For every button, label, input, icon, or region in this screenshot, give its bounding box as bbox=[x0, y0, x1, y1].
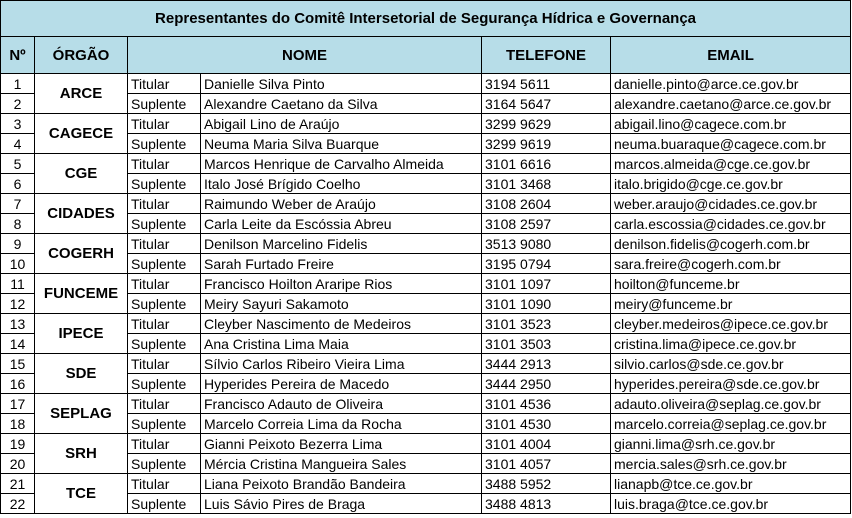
header-num: Nº bbox=[1, 37, 35, 74]
name-cell: Italo José Brígido Coelho bbox=[201, 174, 482, 194]
name-cell: Carla Leite da Escóssia Abreu bbox=[201, 214, 482, 234]
table-row bbox=[1, 234, 851, 254]
email-cell: neuma.buaraque@cagece.com.br bbox=[611, 134, 851, 154]
orgao-cell: SDE bbox=[35, 354, 128, 394]
phone-cell: 3101 3468 bbox=[482, 174, 611, 194]
table-row bbox=[1, 114, 851, 134]
name-cell: Luis Sávio Pires de Braga bbox=[201, 494, 482, 514]
row-number: 7 bbox=[1, 194, 35, 214]
email-cell: danielle.pinto@arce.ce.gov.br bbox=[611, 74, 851, 94]
orgao-cell: COGERH bbox=[35, 234, 128, 274]
table-row bbox=[1, 94, 851, 114]
row-number: 5 bbox=[1, 154, 35, 174]
role-cell: Suplente bbox=[128, 494, 201, 514]
name-cell: Gianni Peixoto Bezerra Lima bbox=[201, 434, 482, 454]
name-cell: Mércia Cristina Mangueira Sales bbox=[201, 454, 482, 474]
phone-cell: 3101 4530 bbox=[482, 414, 611, 434]
email-cell: cleyber.medeiros@ipece.ce.gov.br bbox=[611, 314, 851, 334]
phone-cell: 3101 1097 bbox=[482, 274, 611, 294]
table-body bbox=[1, 74, 851, 514]
name-cell: Danielle Silva Pinto bbox=[201, 74, 482, 94]
email-cell: sara.freire@cogerh.com.br bbox=[611, 254, 851, 274]
orgao-cell: FUNCEME bbox=[35, 274, 128, 314]
table-row bbox=[1, 254, 851, 274]
role-cell: Suplente bbox=[128, 334, 201, 354]
row-number: 8 bbox=[1, 214, 35, 234]
table-row bbox=[1, 134, 851, 154]
phone-cell: 3299 9629 bbox=[482, 114, 611, 134]
email-cell: hyperides.pereira@sde.ce.gov.br bbox=[611, 374, 851, 394]
row-number: 3 bbox=[1, 114, 35, 134]
orgao-cell: CIDADES bbox=[35, 194, 128, 234]
table-row bbox=[1, 154, 851, 174]
name-cell: Raimundo Weber de Araújo bbox=[201, 194, 482, 214]
row-number: 6 bbox=[1, 174, 35, 194]
row-number: 17 bbox=[1, 394, 35, 414]
name-cell: Alexandre Caetano da Silva bbox=[201, 94, 482, 114]
table-row bbox=[1, 354, 851, 374]
phone-cell: 3299 9619 bbox=[482, 134, 611, 154]
row-number: 19 bbox=[1, 434, 35, 454]
table-row bbox=[1, 394, 851, 414]
title-row bbox=[1, 1, 851, 37]
row-number: 13 bbox=[1, 314, 35, 334]
name-cell: Sílvio Carlos Ribeiro Vieira Lima bbox=[201, 354, 482, 374]
row-number: 12 bbox=[1, 294, 35, 314]
orgao-cell: IPECE bbox=[35, 314, 128, 354]
phone-cell: 3488 5952 bbox=[482, 474, 611, 494]
email-cell: marcos.almeida@cge.ce.gov.br bbox=[611, 154, 851, 174]
role-cell: Titular bbox=[128, 74, 201, 94]
row-number: 10 bbox=[1, 254, 35, 274]
name-cell: Francisco Adauto de Oliveira bbox=[201, 394, 482, 414]
role-cell: Suplente bbox=[128, 254, 201, 274]
phone-cell: 3101 4004 bbox=[482, 434, 611, 454]
table-row bbox=[1, 334, 851, 354]
role-cell: Titular bbox=[128, 274, 201, 294]
table-row bbox=[1, 414, 851, 434]
row-number: 9 bbox=[1, 234, 35, 254]
email-cell: italo.brigido@cge.ce.gov.br bbox=[611, 174, 851, 194]
orgao-cell: SRH bbox=[35, 434, 128, 474]
header-row bbox=[1, 37, 851, 74]
email-cell: marcelo.correia@seplag.ce.gov.br bbox=[611, 414, 851, 434]
role-cell: Titular bbox=[128, 154, 201, 174]
role-cell: Suplente bbox=[128, 294, 201, 314]
header-orgao: ÓRGÃO bbox=[35, 37, 128, 74]
table-row bbox=[1, 194, 851, 214]
header-email: EMAIL bbox=[611, 37, 851, 74]
phone-cell: 3101 1090 bbox=[482, 294, 611, 314]
phone-cell: 3164 5647 bbox=[482, 94, 611, 114]
orgao-cell: CAGECE bbox=[35, 114, 128, 154]
email-cell: hoilton@funceme.br bbox=[611, 274, 851, 294]
name-cell: Francisco Hoilton Araripe Rios bbox=[201, 274, 482, 294]
table-row bbox=[1, 174, 851, 194]
orgao-cell: SEPLAG bbox=[35, 394, 128, 434]
role-cell: Suplente bbox=[128, 454, 201, 474]
role-cell: Suplente bbox=[128, 374, 201, 394]
phone-cell: 3108 2604 bbox=[482, 194, 611, 214]
row-number: 1 bbox=[1, 74, 35, 94]
row-number: 22 bbox=[1, 494, 35, 514]
name-cell: Ana Cristina Lima Maia bbox=[201, 334, 482, 354]
email-cell: abigail.lino@cagece.com.br bbox=[611, 114, 851, 134]
name-cell: Denilson Marcelino Fidelis bbox=[201, 234, 482, 254]
row-number: 20 bbox=[1, 454, 35, 474]
phone-cell: 3108 2597 bbox=[482, 214, 611, 234]
row-number: 2 bbox=[1, 94, 35, 114]
row-number: 16 bbox=[1, 374, 35, 394]
email-cell: lianapb@tce.ce.gov.br bbox=[611, 474, 851, 494]
role-cell: Suplente bbox=[128, 214, 201, 234]
table-title: Representantes do Comitê Intersetorial de Segurança Hídrica e Governança bbox=[1, 1, 851, 37]
row-number: 18 bbox=[1, 414, 35, 434]
email-cell: mercia.sales@srh.ce.gov.br bbox=[611, 454, 851, 474]
row-number: 14 bbox=[1, 334, 35, 354]
name-cell: Neuma Maria Silva Buarque bbox=[201, 134, 482, 154]
phone-cell: 3444 2950 bbox=[482, 374, 611, 394]
orgao-cell: TCE bbox=[35, 474, 128, 514]
role-cell: Titular bbox=[128, 114, 201, 134]
row-number: 15 bbox=[1, 354, 35, 374]
table-row bbox=[1, 274, 851, 294]
table-row bbox=[1, 294, 851, 314]
role-cell: Titular bbox=[128, 234, 201, 254]
email-cell: cristina.lima@ipece.ce.gov.br bbox=[611, 334, 851, 354]
table-row bbox=[1, 494, 851, 514]
table-row bbox=[1, 314, 851, 334]
header-nome: NOME bbox=[128, 37, 482, 74]
role-cell: Titular bbox=[128, 314, 201, 334]
name-cell: Marcelo Correia Lima da Rocha bbox=[201, 414, 482, 434]
table-row bbox=[1, 374, 851, 394]
email-cell: carla.escossia@cidades.ce.gov.br bbox=[611, 214, 851, 234]
name-cell: Liana Peixoto Brandão Bandeira bbox=[201, 474, 482, 494]
name-cell: Marcos Henrique de Carvalho Almeida bbox=[201, 154, 482, 174]
email-cell: adauto.oliveira@seplag.ce.gov.br bbox=[611, 394, 851, 414]
table-row bbox=[1, 434, 851, 454]
orgao-cell: CGE bbox=[35, 154, 128, 194]
phone-cell: 3101 6616 bbox=[482, 154, 611, 174]
phone-cell: 3488 4813 bbox=[482, 494, 611, 514]
role-cell: Suplente bbox=[128, 414, 201, 434]
header-telefone: TELEFONE bbox=[482, 37, 611, 74]
phone-cell: 3101 4536 bbox=[482, 394, 611, 414]
email-cell: weber.araujo@cidades.ce.gov.br bbox=[611, 194, 851, 214]
email-cell: luis.braga@tce.ce.gov.br bbox=[611, 494, 851, 514]
role-cell: Suplente bbox=[128, 174, 201, 194]
phone-cell: 3444 2913 bbox=[482, 354, 611, 374]
role-cell: Titular bbox=[128, 194, 201, 214]
phone-cell: 3194 5611 bbox=[482, 74, 611, 94]
name-cell: Meiry Sayuri Sakamoto bbox=[201, 294, 482, 314]
role-cell: Titular bbox=[128, 394, 201, 414]
role-cell: Titular bbox=[128, 354, 201, 374]
row-number: 4 bbox=[1, 134, 35, 154]
email-cell: silvio.carlos@sde.ce.gov.br bbox=[611, 354, 851, 374]
role-cell: Titular bbox=[128, 474, 201, 494]
email-cell: meiry@funceme.br bbox=[611, 294, 851, 314]
row-number: 21 bbox=[1, 474, 35, 494]
role-cell: Suplente bbox=[128, 94, 201, 114]
phone-cell: 3195 0794 bbox=[482, 254, 611, 274]
role-cell: Titular bbox=[128, 434, 201, 454]
table-row bbox=[1, 214, 851, 234]
name-cell: Hyperides Pereira de Macedo bbox=[201, 374, 482, 394]
phone-cell: 3513 9080 bbox=[482, 234, 611, 254]
phone-cell: 3101 3523 bbox=[482, 314, 611, 334]
email-cell: denilson.fidelis@cogerh.com.br bbox=[611, 234, 851, 254]
email-cell: gianni.lima@srh.ce.gov.br bbox=[611, 434, 851, 454]
name-cell: Abigail Lino de Araújo bbox=[201, 114, 482, 134]
phone-cell: 3101 4057 bbox=[482, 454, 611, 474]
phone-cell: 3101 3503 bbox=[482, 334, 611, 354]
role-cell: Suplente bbox=[128, 134, 201, 154]
orgao-cell: ARCE bbox=[35, 74, 128, 114]
name-cell: Sarah Furtado Freire bbox=[201, 254, 482, 274]
email-cell: alexandre.caetano@arce.ce.gov.br bbox=[611, 94, 851, 114]
table-row bbox=[1, 474, 851, 494]
row-number: 11 bbox=[1, 274, 35, 294]
table-row bbox=[1, 454, 851, 474]
table-row bbox=[1, 74, 851, 94]
name-cell: Cleyber Nascimento de Medeiros bbox=[201, 314, 482, 334]
